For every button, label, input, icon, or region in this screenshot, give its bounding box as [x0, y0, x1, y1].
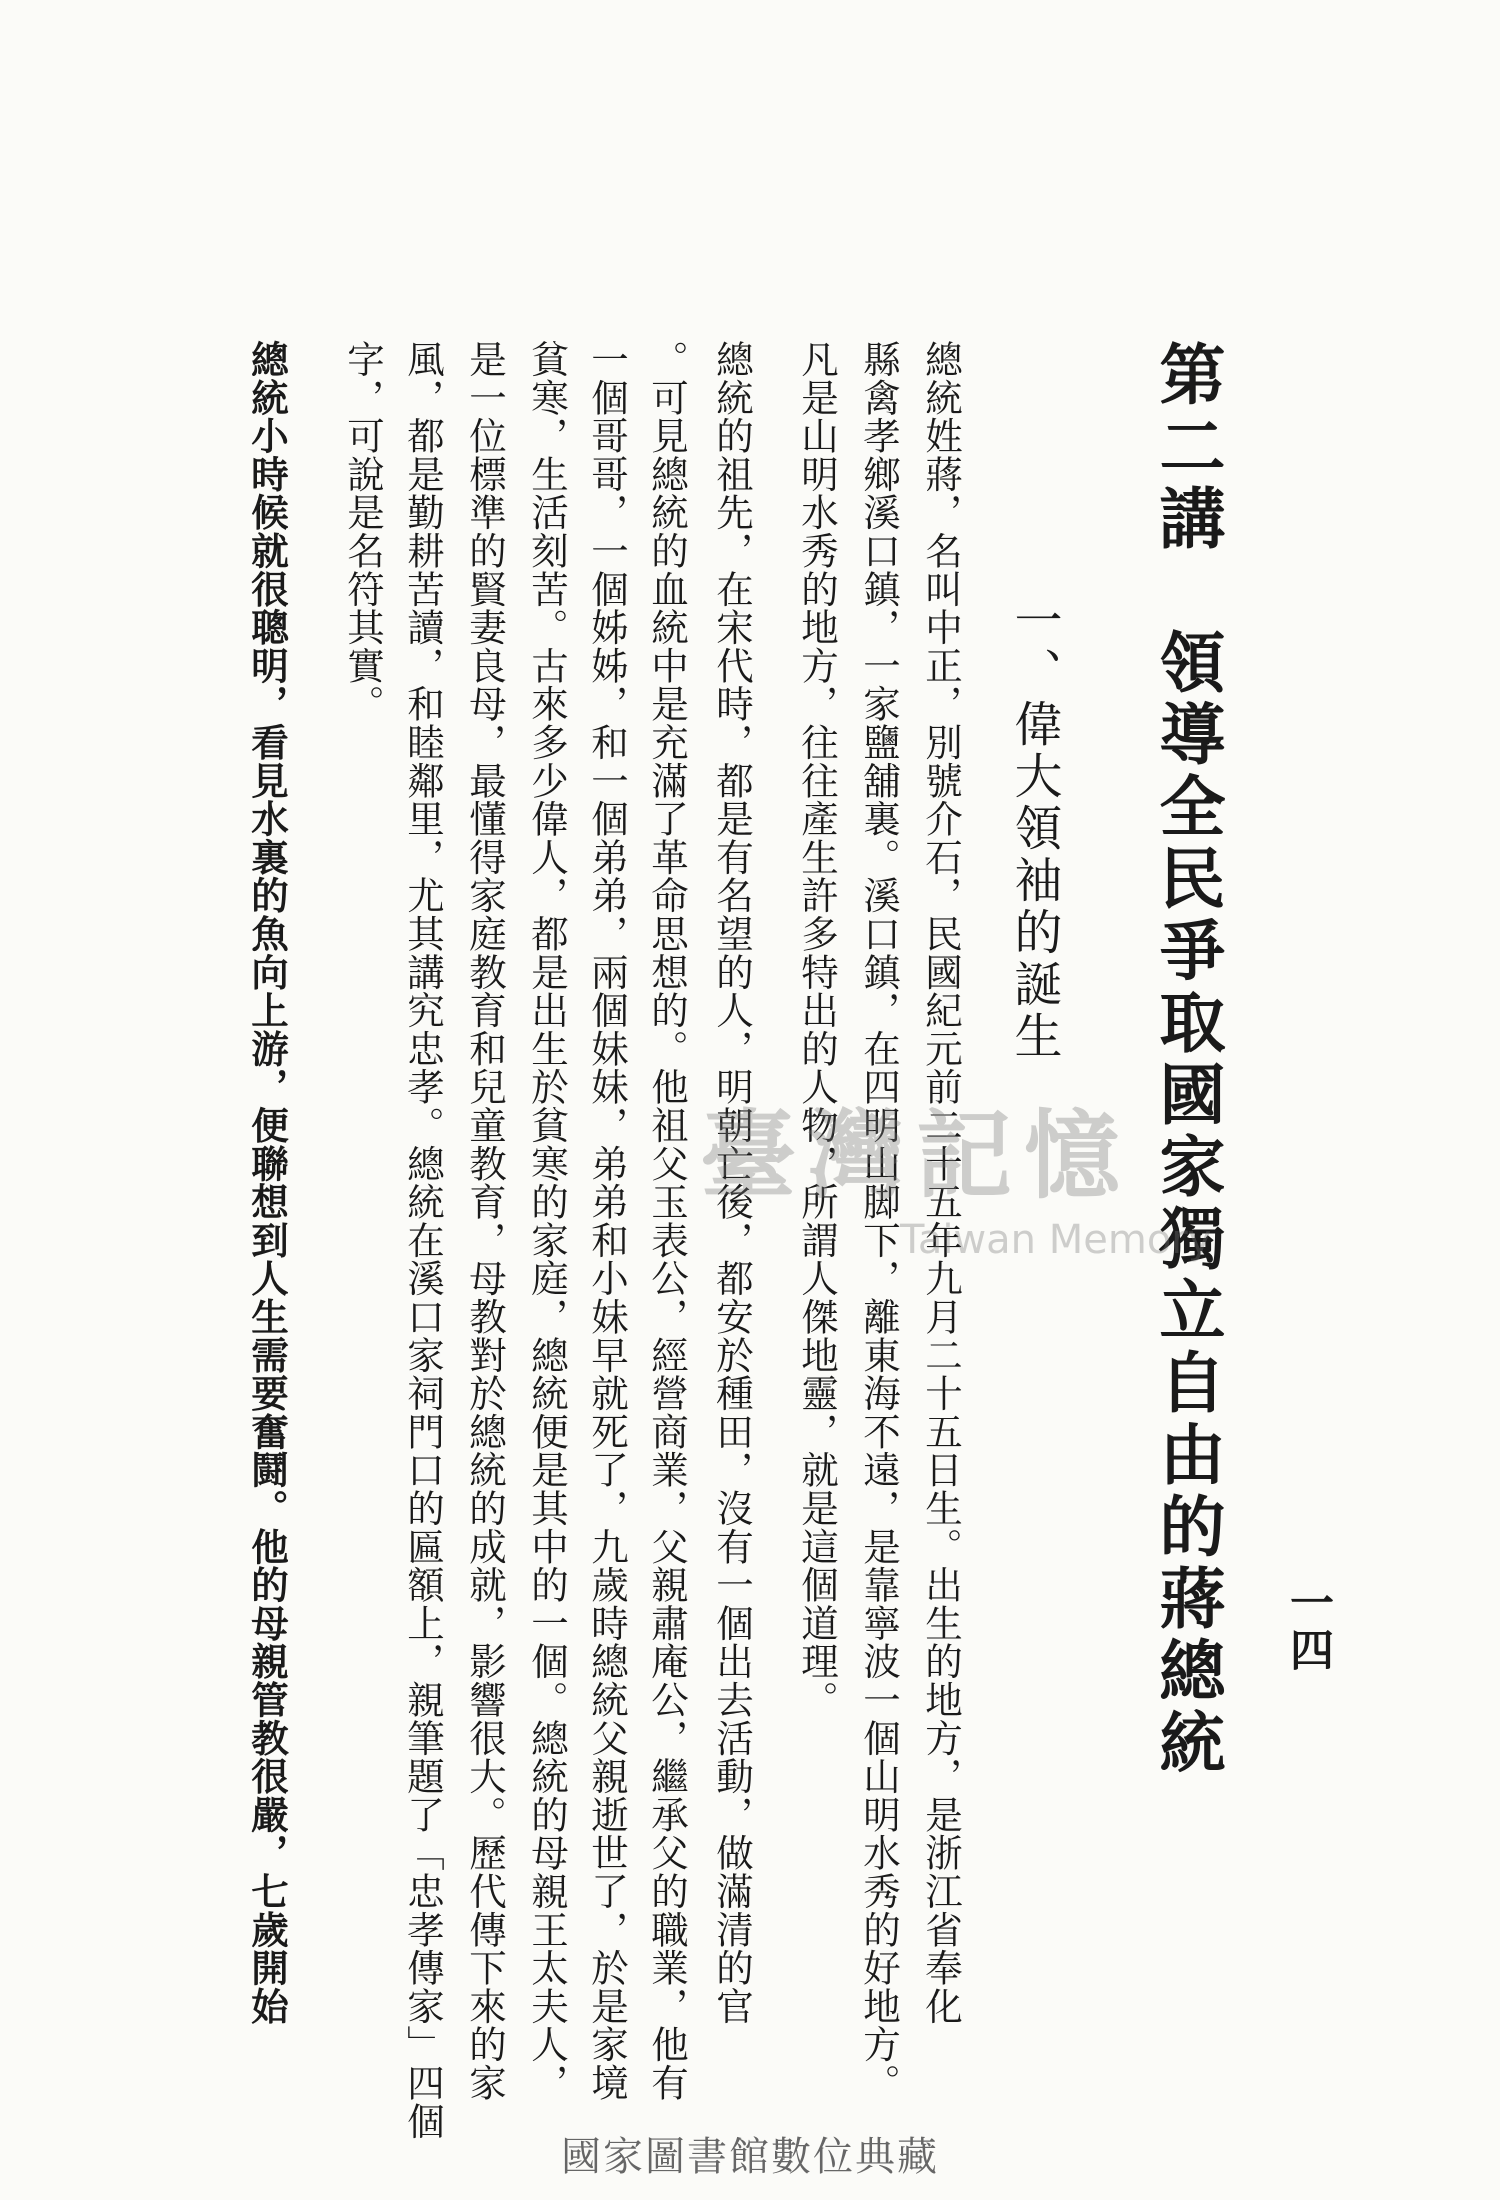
- watermark-english: Taiwan Memory: [900, 1217, 1212, 1263]
- watermark-chinese: 臺灣記憶: [700, 1099, 1132, 1212]
- footer-credit: 國家圖書館數位典藏: [561, 2134, 939, 2180]
- page-number: 一四: [1282, 1580, 1333, 1674]
- body-line-5: 。可見總統的血統中是充滿了革命思想的。他祖父玉表公，經營商業，父親肅庵公，繼承父的職業，他有: [645, 340, 689, 2102]
- chapter-title: 第二講 領導全民爭取國家獨立自由的蔣總統: [1148, 340, 1226, 1780]
- section-title: 一、偉大領袖的誕生: [1006, 595, 1062, 1063]
- body-line-7: 貧寒，生活刻苦。古來多少偉人，都是出生於貧寒的家庭，總統便是其中的一個。總統的母親王太夫人，: [525, 340, 569, 2102]
- body-line-8: 是一位標準的賢妻良母，最懂得家庭教育和兒童教育，母教對於總統的成就，影響很大。歷代傳下來的家: [463, 340, 507, 2102]
- body-line-2: 縣禽孝鄉溪口鎮，一家鹽舖裏。溪口鎮，在四明山脚下，離東海不遠，是靠寧波一個山明水秀的好地方。: [857, 340, 901, 2102]
- body-line-4: 總統的祖先，在宋代時，都是有名望的人，明朝亡後，都安於種田，沒有一個出去活動，做滿清的官: [710, 340, 754, 2026]
- body-line-1: 總統姓蔣，名叫中正，別號介石，民國紀元前二十五年九月二十五日生。出生的地方，是浙江省奉化: [919, 340, 963, 2026]
- body-line-9: 風，都是勤耕苦讀，和睦鄰里，尤其講究忠孝。總統在溪口家祠門口的匾額上，親筆題了「忠孝傳家」四個: [401, 340, 445, 2141]
- body-line-3: 凡是山明水秀的地方，往往產生許多特出的人物，所謂人傑地靈，就是這個道理。: [795, 340, 839, 1719]
- body-line-11: 總統小時候就很聰明，看見水裏的魚向上游，便聯想到人生需要奮鬪。他的母親管教很嚴，七歲開始: [245, 340, 289, 2026]
- body-line-10: 字，可說是名符其實。: [341, 340, 385, 723]
- watermark: [700, 1080, 1211, 1263]
- body-line-6: 一個哥哥，一個姊姊，和一個弟弟，兩個妹妹，弟弟和小妹早就死了，九歲時總統父親逝世了，於是家境: [585, 340, 629, 2102]
